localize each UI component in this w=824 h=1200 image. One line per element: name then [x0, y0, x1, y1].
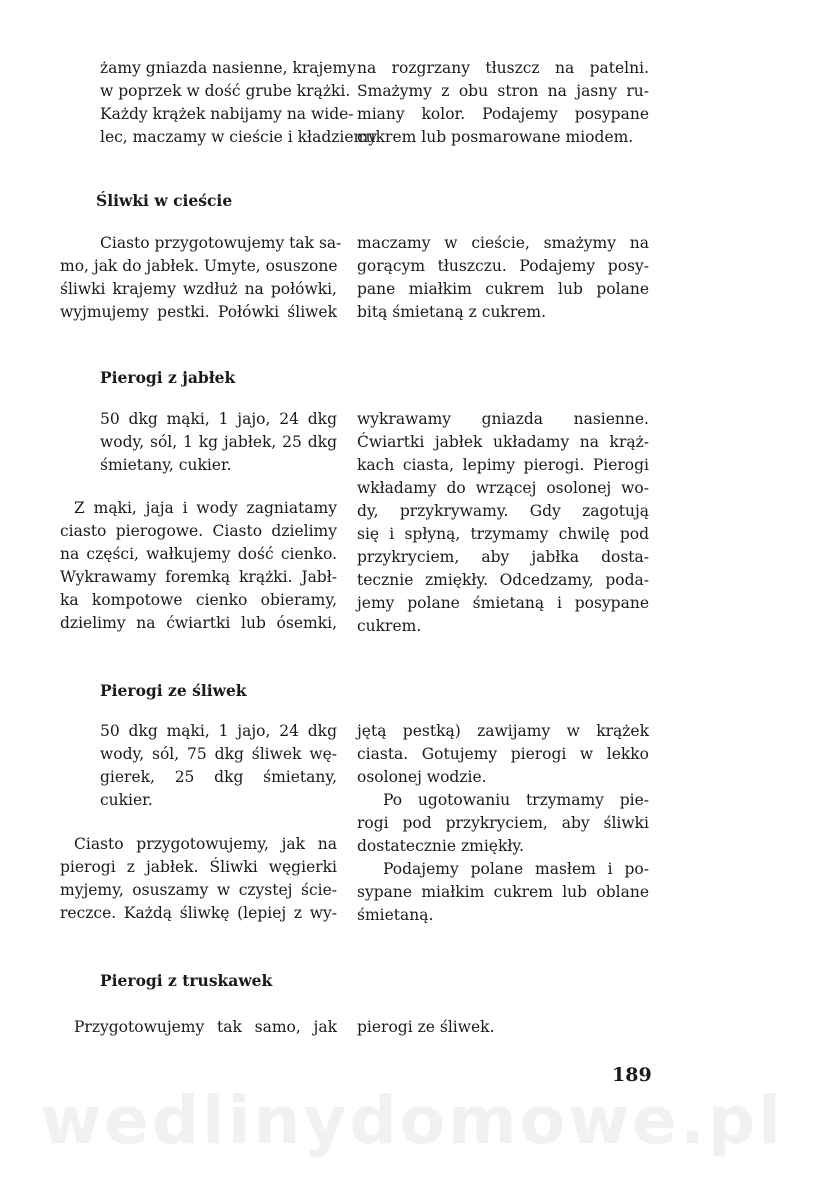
intro-left-line: w poprzek w dość grube krążki.: [100, 82, 351, 100]
paragraph-line: Po ugotowaniu trzymamy pie-: [383, 791, 649, 809]
intro-right-line: cukrem lub posmarowane miodem.: [357, 128, 634, 146]
intro-left-line: Każdy krążek nabijamy na wide-: [100, 105, 354, 123]
paragraph-line: ciasto pierogowe. Ciasto dzielimy: [60, 522, 337, 540]
paragraph-line: cukrem.: [357, 617, 422, 635]
paragraph-line: pierogi ze śliwek.: [357, 1018, 495, 1036]
intro-right-line: na rozgrzany tłuszcz na patelni.: [357, 59, 649, 77]
paragraph-line: wkładamy do wrzącej osolonej wo-: [357, 479, 649, 497]
intro-right-line: Smażymy z obu stron na jasny ru-: [357, 82, 649, 100]
paragraph-line: sypane miałkim cukrem lub oblane: [357, 883, 649, 901]
paragraph-line: jemy polane śmietaną i posypane: [357, 594, 649, 612]
section-title: Pierogi ze śliwek: [100, 681, 247, 700]
paragraph-line: śliwki krajemy wzdłuż na połówki,: [60, 280, 337, 298]
ingredients-line: wody, sól, 75 dkg śliwek wę-: [100, 745, 337, 763]
paragraph-line: mo, jak do jabłek. Umyte, osuszone: [60, 257, 338, 275]
ingredients-line: śmietany, cukier.: [100, 456, 232, 474]
paragraph-line: Z mąki, jaja i wody zagniatamy: [74, 499, 337, 517]
paragraph-line: reczce. Każdą śliwkę (lepiej z wy-: [60, 904, 337, 922]
paragraph-line: pane miałkim cukrem lub polane: [357, 280, 649, 298]
ingredients-line: wody, sól, 1 kg jabłek, 25 dkg: [100, 433, 337, 451]
section-title: Śliwki w cieście: [96, 191, 233, 210]
watermark: wedlinydomowe.pl: [40, 1082, 784, 1159]
paragraph-line: wykrawamy gniazda nasienne.: [357, 410, 649, 428]
intro-left-line: żamy gniazda nasienne, krajemy: [100, 59, 356, 77]
section-title: Pierogi z truskawek: [100, 971, 273, 990]
paragraph-line: Ćwiartki jabłek układamy na krąż-: [357, 433, 649, 451]
paragraph-line: Wykrawamy foremką krążki. Jabł-: [60, 568, 337, 586]
page-number: 189: [612, 1064, 652, 1086]
paragraph-line: bitą śmietaną z cukrem.: [357, 303, 547, 321]
paragraph-line: maczamy w cieście, smażymy na: [357, 234, 649, 252]
paragraph-line: wyjmujemy pestki. Połówki śliwek: [60, 303, 337, 321]
paragraph-line: Ciasto przygotowujemy, jak na: [74, 835, 337, 853]
section-title: Pierogi z jabłek: [100, 368, 236, 387]
paragraph-line: Przygotowujemy tak samo, jak: [74, 1018, 337, 1036]
paragraph-line: dostatecznie zmiękły.: [357, 837, 525, 855]
paragraph-line: ciasta. Gotujemy pierogi w lekko: [357, 745, 649, 763]
paragraph-line: rogi pod przykryciem, aby śliwki: [357, 814, 649, 832]
paragraph-line: jętą pestką) zawijamy w krążek: [357, 722, 649, 740]
paragraph-line: myjemy, osuszamy w czystej ście-: [60, 881, 337, 899]
paragraph-line: kach ciasta, lepimy pierogi. Pierogi: [357, 456, 649, 474]
ingredients-line: gierek, 25 dkg śmietany,: [100, 768, 337, 786]
ingredients-line: 50 dkg mąki, 1 jajo, 24 dkg: [100, 410, 337, 428]
paragraph-line: gorącym tłuszczu. Podajemy posy-: [357, 257, 649, 275]
paragraph-line: dy, przykrywamy. Gdy zagotują: [357, 502, 649, 520]
paragraph-line: na części, wałkujemy dość cienko.: [60, 545, 337, 563]
paragraph-line: pierogi z jabłek. Śliwki węgierki: [60, 858, 337, 876]
paragraph-line: śmietaną.: [357, 906, 434, 924]
paragraph-line: przykryciem, aby jabłka dosta-: [357, 548, 649, 566]
paragraph-line: tecznie zmiękły. Odcedzamy, poda-: [357, 571, 649, 589]
paragraph-line: się i spłyną, trzymamy chwilę pod: [357, 525, 649, 543]
paragraph-line: Podajemy polane masłem i po-: [383, 860, 649, 878]
paragraph-line: ka kompotowe cienko obieramy,: [60, 591, 337, 609]
ingredients-line: cukier.: [100, 791, 153, 809]
paragraph-line: dzielimy na ćwiartki lub ósemki,: [60, 614, 337, 632]
intro-left-line: lec, maczamy w cieście i kładziemy: [100, 128, 377, 146]
intro-right-line: miany kolor. Podajemy posypane: [357, 105, 649, 123]
paragraph-line: Ciasto przygotowujemy tak sa-: [100, 234, 342, 252]
ingredients-line: 50 dkg mąki, 1 jajo, 24 dkg: [100, 722, 337, 740]
paragraph-line: osolonej wodzie.: [357, 768, 487, 786]
